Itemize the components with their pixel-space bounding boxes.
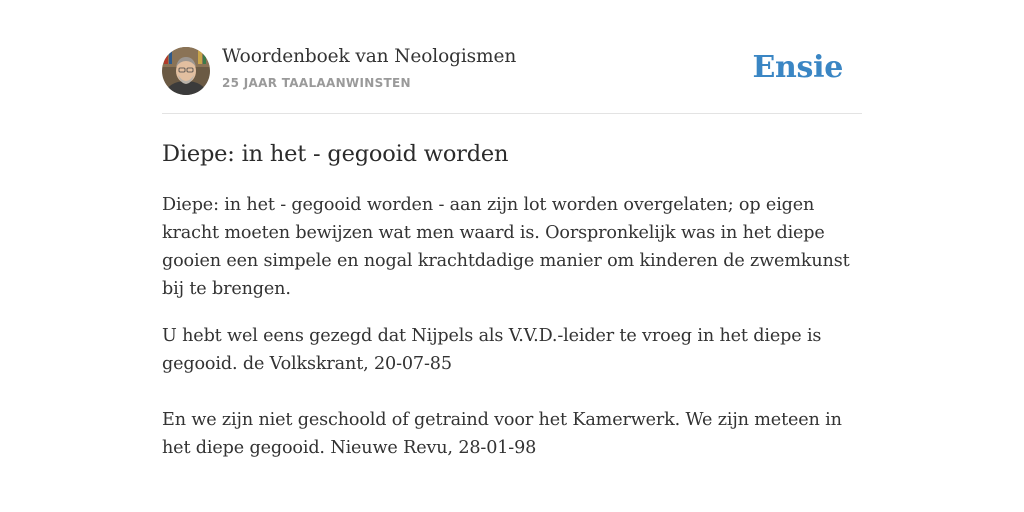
example-quote: U hebt wel eens gezegd dat Nijpels als V.V.D.-leider te vroeg in het diepe is gegooid. de Volkskrant, 20-07-85 [162, 326, 822, 374]
entry-header [162, 46, 862, 114]
entry-body [162, 191, 862, 462]
entry-title: Diepe: in het - gegooid worden [162, 141, 509, 167]
definition-paragraph: Diepe: in het - gegooid worden - aan zijn lot worden overgelaten; op eigen kracht moeten bewijzen wat men waard is. Oorspronkelijk was in het diepe gooien een simpele en nogal krachtdadige manier om kinderen de zwemkunst bij te brengen. [162, 195, 850, 299]
source-name[interactable]: Woordenboek van Neologismen [222, 46, 517, 67]
author-portrait-icon [162, 47, 210, 95]
source-subtitle: 25 JAAR TAALAANWINSTEN [222, 76, 411, 90]
brand-logo[interactable]: Ensie [752, 50, 843, 85]
entry-card [162, 46, 862, 462]
avatar[interactable] [162, 47, 210, 95]
example-quote: En we zijn niet geschoold of getraind voor het Kamerwerk. We zijn meteen in het diepe gegooid. Nieuwe Revu, 28-01-98 [162, 410, 842, 458]
